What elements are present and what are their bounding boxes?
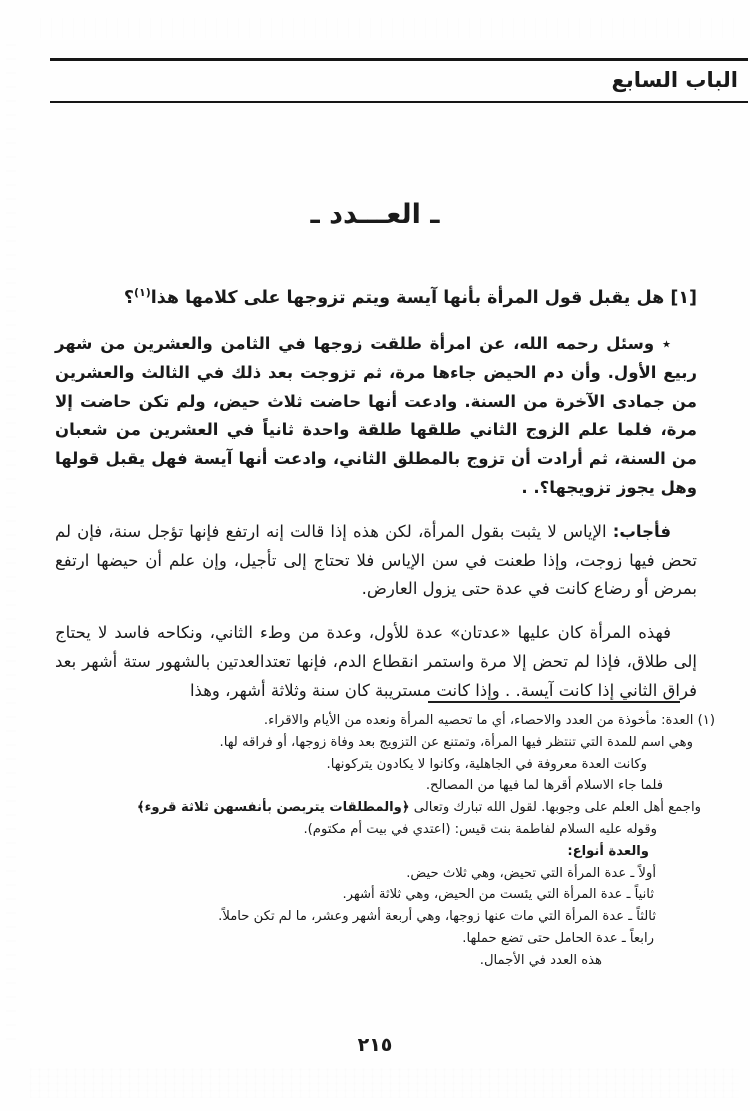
question-heading bbox=[50, 283, 697, 313]
footnote-text: ثالثاً ـ عدة المرأة التي مات عنها زوجها، وهي أربعة أشهر وعشر، ما لم تكن حاملاً. bbox=[218, 909, 656, 925]
fatwa-question-paragraph bbox=[55, 330, 697, 503]
footnote-text: والعدة أنواع: bbox=[567, 843, 649, 859]
footnote-line bbox=[87, 754, 715, 776]
footnote-list-item bbox=[87, 928, 715, 950]
footnote-text: أولاً ـ عدة المرأة التي تحيض، وهي ثلاث حيض. bbox=[406, 865, 656, 881]
question-mark: ؟ bbox=[123, 288, 135, 308]
paragraph-text: الإياس لا يثبت بقول المرأة، لكن هذه إذا قالت إنه ارتفع فإنها تؤجل سنة، فإن لم تحض فيها زوجت، وإذا طعنت في سن الإياس فلا تحتاج إلى تأجيل، وإن علم أن حيضها ارتفع بمرض أو رضاع كانت في عدة حتى يزول العارض. bbox=[55, 521, 697, 599]
question-number: [١] bbox=[670, 288, 697, 308]
answer-lead-word: فأجاب: bbox=[612, 521, 671, 541]
question-text: هل يقبل قول المرأة بأنها آيسة ويتم تزوجها على كلامها هذا bbox=[150, 288, 665, 308]
footnote-text: العدة: مأخوذة من العدد والاحصاء، أي ما تحصيه المرأة ونعده من الأيام والاقراء. bbox=[263, 713, 694, 728]
footnote-line bbox=[87, 775, 715, 797]
footnote-reference: (١) bbox=[134, 286, 151, 300]
footnote-line bbox=[87, 797, 715, 819]
footnote-text: وكانت العدة معروفة في الجاهلية، وكانوا لا يكادون يتركونها. bbox=[326, 756, 647, 772]
quran-quote: ﴿والمطلقات يتربصن بأنفسهن ثلاثة قروء﴾ bbox=[136, 800, 410, 816]
footnote-text: وهي اسم للمدة التي تنتظر فيها المرأة، وتمتنع عن التزويج بعد وفاة زوجها، أو فراقه لها. bbox=[219, 734, 693, 750]
footnote-text: فلما جاء الاسلام أقرها لما فيها من المصالح. bbox=[425, 778, 663, 794]
footnote-text: وقوله عليه السلام لفاطمة بنت قيس: (اعتدي في بيت أم مكتوم). bbox=[303, 821, 657, 837]
chapter-header-band bbox=[50, 58, 748, 103]
footnote-text: رابعاً ـ عدة الحامل حتى تضع حملها. bbox=[462, 930, 654, 946]
footnote-marker: (١) bbox=[697, 713, 715, 728]
footnote-subheading bbox=[87, 841, 715, 863]
fatwa-answer-paragraph bbox=[55, 518, 697, 604]
footnote-list-item bbox=[87, 906, 715, 928]
fatwa-continuation-paragraph bbox=[55, 619, 697, 705]
page-number: ٢١٥ bbox=[357, 1034, 393, 1056]
footnote-line bbox=[87, 710, 715, 732]
paragraph-text: فهذه المرأة كان عليها «عدتان» عدة للأول، وعدة من وطء الثاني، ونكاحه فاسد لا يحتاج إلى طلاق، فإذا لم تحض إلا مرة واستمر انقطاع الدم، فإنها تعتدالعدتين بالشهور ستة أشهر بعد فراق الثاني إذا كانت آيسة. . وإذا كانت مستريبة كان سنة وثلاثة أشهر، وهذا bbox=[55, 623, 697, 700]
scan-noise-left-edge bbox=[6, 40, 16, 1040]
footnote-list-item bbox=[87, 884, 715, 906]
footnote-block bbox=[87, 710, 715, 972]
footnote-text: ثانياً ـ عدة المرأة التي يئست من الحيض، وهي ثلاثة أشهر. bbox=[342, 887, 654, 903]
chapter-title: الباب السابع bbox=[611, 68, 738, 92]
scan-noise-top bbox=[40, 18, 740, 38]
main-text-block bbox=[55, 330, 697, 721]
footnote-list-item bbox=[87, 863, 715, 885]
paragraph-text: ٭ وسئل رحمه الله، عن امرأة طلقت زوجها في الثامن والعشرين من شهر ربيع الأول. وأن دم الحيض جاءها مرة، ثم تزوجت بعد ذلك في الثالث والعشرين من جمادى الآخرة من السنة. وادعت أنها حاضت ثلاث حيض، ولم تكن حاضت إلا مرة، فلما علم الزوج الثاني طلقها طلقة واحدة ثانياً في العشرين من شعبان من السنة، ثم أرادت أن تزوج بالمطلق الثاني، وادعت أنها آيسة فهل يقبل قولها وهل يجوز تزويجها؟. . bbox=[55, 334, 697, 497]
section-title: ـ العـــدد ـ bbox=[310, 199, 440, 230]
scan-noise-bottom bbox=[30, 1068, 740, 1098]
footnote-separator-rule bbox=[428, 701, 680, 703]
footnote-line bbox=[87, 819, 715, 841]
footnote-text: هذه العدد في الأجمال. bbox=[479, 952, 602, 968]
footnote-text: واجمع أهل العلم على وجوبها. لقول الله تبارك وتعالى bbox=[409, 800, 701, 816]
footnote-line bbox=[87, 732, 715, 754]
footnote-closing-line bbox=[87, 950, 715, 972]
